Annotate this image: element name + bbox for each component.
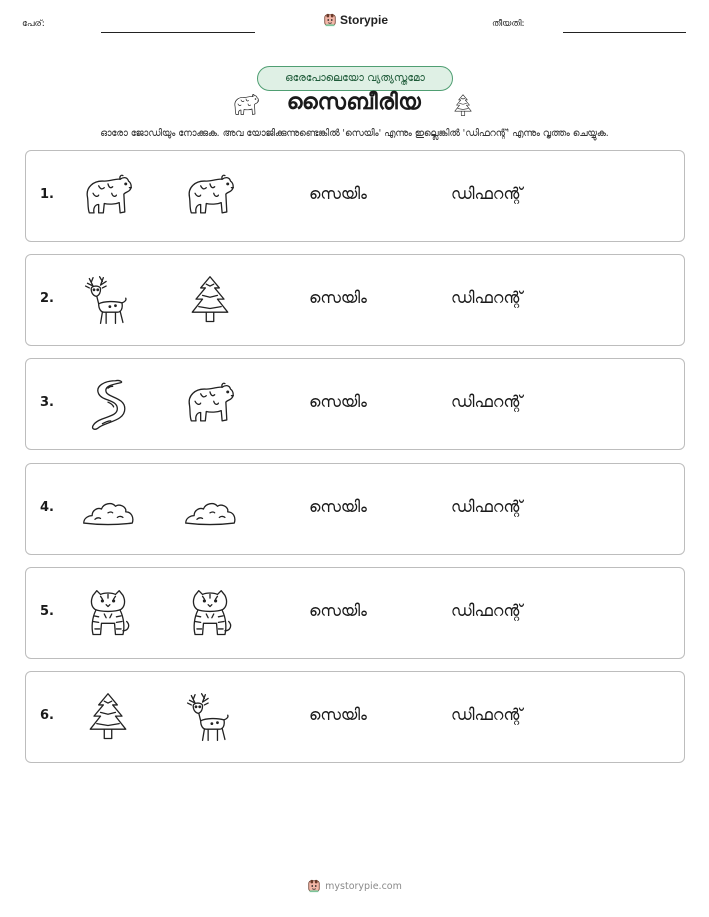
brand-text: Storypie [340, 13, 389, 27]
deer-icon [182, 690, 238, 746]
date-line[interactable] [563, 32, 686, 33]
worksheet-header [0, 0, 709, 44]
pine-tree-icon [182, 273, 238, 329]
question-list [25, 150, 685, 775]
pine-tree-icon [450, 90, 476, 122]
name-label: പേര്: [22, 19, 45, 29]
option-different[interactable]: ഡിഫറന്റ് [451, 392, 523, 412]
picture-right [180, 584, 240, 644]
question-row [25, 463, 685, 555]
worksheet-badge: ഒരേപോലെയോ വ്യത്യസ്തമോ [257, 66, 453, 91]
bear-icon [229, 91, 263, 121]
option-different[interactable]: ഡിഫറന്റ് [451, 288, 523, 308]
option-same[interactable]: സെയിം [309, 600, 367, 620]
pine-tree-icon [80, 690, 136, 746]
bear-icon [182, 169, 238, 225]
snow-pile-icon [80, 482, 136, 538]
page-title: സൈബീരിയ [286, 90, 422, 115]
storypie-logo-icon [323, 13, 337, 27]
question-row [25, 254, 685, 346]
question-number: 3. [40, 395, 54, 411]
question-number: 4. [40, 499, 54, 515]
picture-left [78, 271, 138, 331]
title-row [0, 88, 709, 126]
picture-left [78, 584, 138, 644]
picture-left [78, 167, 138, 227]
tiger-icon [80, 586, 136, 642]
picture-right [180, 688, 240, 748]
picture-left [78, 375, 138, 435]
picture-left [78, 688, 138, 748]
picture-right [180, 375, 240, 435]
picture-left [78, 480, 138, 540]
snow-pile-icon [182, 482, 238, 538]
bear-icon [182, 377, 238, 433]
deer-icon [80, 273, 136, 329]
option-different[interactable]: ഡിഫറന്റ് [451, 496, 523, 516]
footer [0, 879, 709, 893]
storypie-brand [323, 13, 388, 27]
question-row [25, 150, 685, 242]
storypie-logo-icon [307, 879, 321, 893]
option-same[interactable]: സെയിം [309, 288, 367, 308]
option-same[interactable]: സെയിം [309, 184, 367, 203]
question-number: 5. [40, 603, 54, 619]
question-row [25, 671, 685, 763]
option-different[interactable]: ഡിഫറന്റ് [451, 704, 523, 724]
question-number: 2. [40, 291, 54, 307]
footer-site: mystorypie.com [325, 880, 402, 892]
picture-right [180, 167, 240, 227]
option-different[interactable]: ഡിഫറന്റ് [451, 184, 523, 203]
picture-right [180, 480, 240, 540]
tiger-icon [182, 586, 238, 642]
name-line[interactable] [101, 32, 255, 33]
river-icon [80, 377, 136, 433]
question-number: 6. [40, 707, 54, 723]
option-same[interactable]: സെയിം [309, 704, 367, 724]
question-number: 1. [40, 187, 54, 202]
question-row [25, 567, 685, 659]
date-label: തീയതി: [492, 19, 525, 29]
instructions: ഓരോ ജോഡിയും നോക്കുക. അവ യോജിക്കുന്നുണ്ടെങ്കിൽ 'സെയിം' എന്നും ഇല്ലെങ്കിൽ 'ഡിഫറന്റ്' എന്നും വൃത്തം ചെയ്യുക. [100, 128, 609, 139]
question-row [25, 358, 685, 450]
picture-right [180, 271, 240, 331]
option-same[interactable]: സെയിം [309, 392, 367, 412]
option-different[interactable]: ഡിഫറന്റ് [451, 600, 523, 620]
bear-icon [80, 169, 136, 225]
option-same[interactable]: സെയിം [309, 496, 367, 516]
